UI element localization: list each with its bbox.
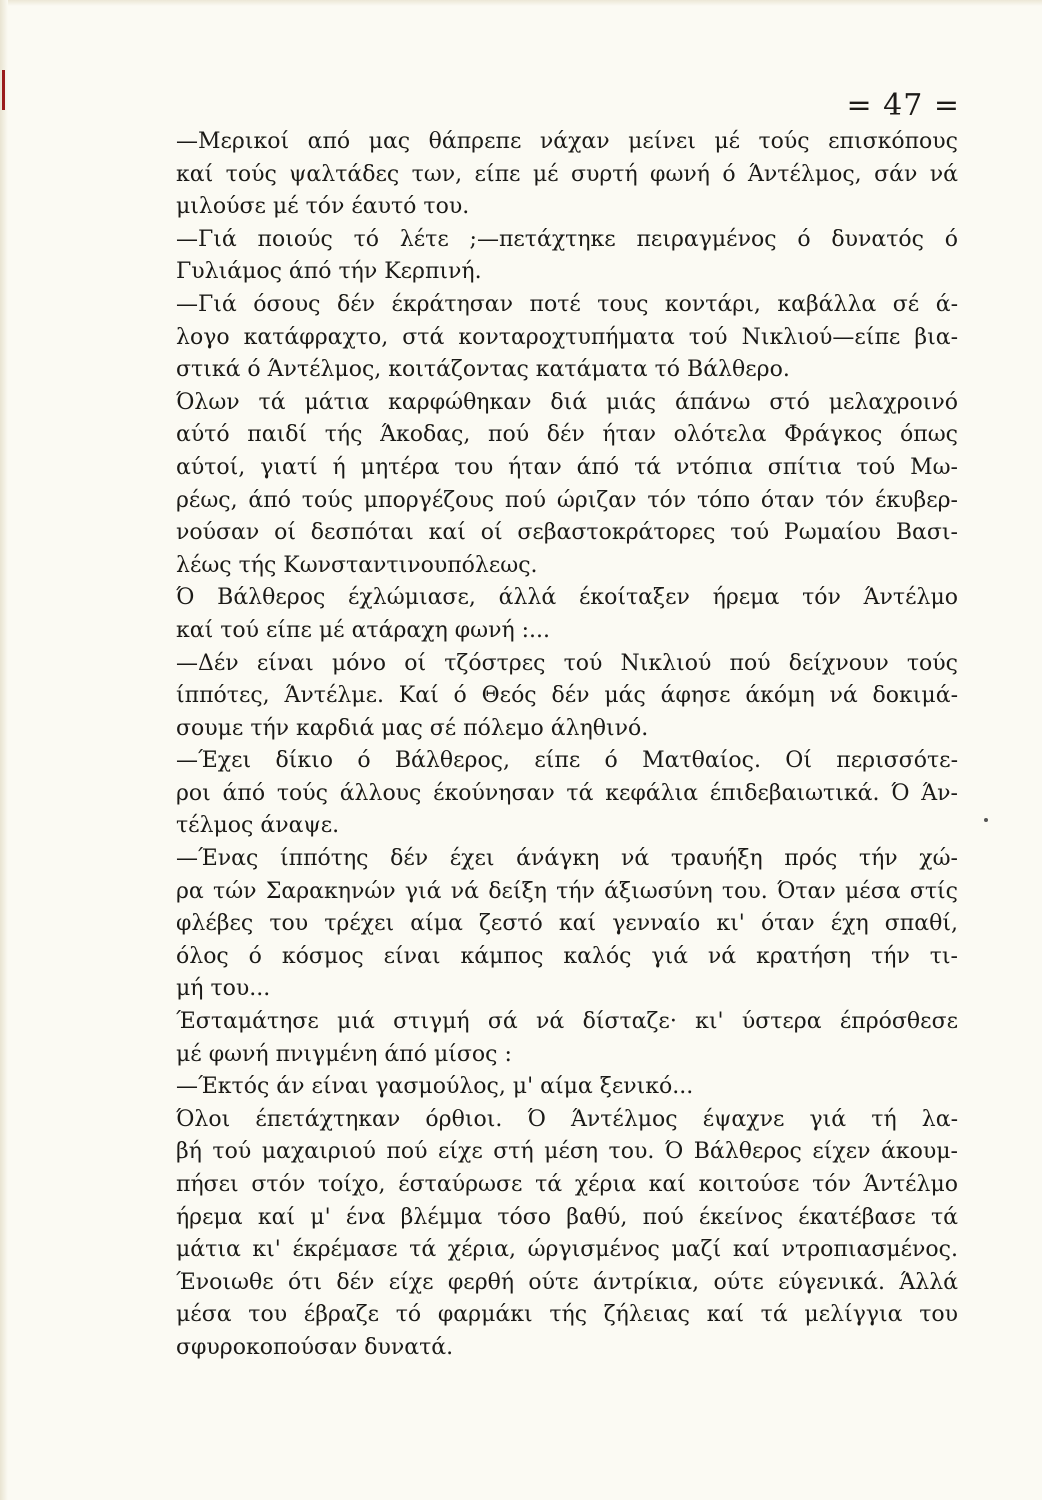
body-text [176, 126, 958, 1365]
text-line: καί τού είπε μέ ατάραχη φωνή :... [176, 617, 551, 643]
text-line: Όλοι έπετάχτηκαν όρθιοι. Ό Άντέλμος έψαχνε γιά τή λα- [176, 1106, 958, 1132]
text-line: λέως τής Κωνσταντινουπόλεως. [176, 552, 538, 578]
text-line: τέλμος άναψε. [176, 813, 340, 839]
text-line: αύτό παιδί τής Άκοδας, πού δέν ήταν ολότελα Φράγκος όπως [176, 422, 958, 448]
binding-thread-mark [2, 70, 5, 110]
ink-speck [984, 818, 988, 822]
text-line: νούσαν οί δεσπόται καί οί σεβαστοκράτορες τού Ρωμαίου Βασι- [176, 520, 958, 546]
text-line: ρα τών Σαρακηνών γιά νά δείξη τήν άξιωσύνη του. Όταν μέσα στίς [176, 878, 958, 904]
text-line: σφυροκοπούσαν δυνατά. [176, 1334, 454, 1360]
text-line: ήρεμα καί μ' ένα βλέμμα τόσο βαθύ, πού έκείνος έκατέβασε τά [176, 1204, 958, 1230]
text-line: μέ φωνή πνιγμένη άπό μίσος : [176, 1041, 512, 1067]
text-line: Ένοιωθε ότι δέν είχε φερθή ούτε άντρίκια, ούτε εύγενικά. Άλλά [176, 1269, 958, 1295]
text-line: μή του... [176, 976, 271, 1002]
text-line: ροι άπό τούς άλλους έκούνησαν τά κεφάλια έπιδεβαιωτικά. Ό Άν- [176, 780, 958, 806]
text-line: ίππότες, Άντέλμε. Καί ό Θεός δέν μάς άφησε άκόμη νά δοκιμά- [176, 683, 958, 709]
text-line: —Έχει δίκιο ό Βάλθερος, είπε ό Ματθαίος. Οί περισσότε- [176, 748, 958, 774]
text-line: καί τούς ψαλτάδες των, είπε μέ συρτή φωνή ό Άντέλμος, σάν νά [176, 161, 958, 187]
text-line: —Έκτός άν είναι γασμούλος, μ' αίμα ξενικό... [176, 1074, 694, 1100]
text-line: —Δέν είναι μόνο οί τζόστρες τού Νικλιού πού δείχνουν τούς [176, 650, 958, 676]
text-line: —Μερικοί από μας θάπρεπε νάχαν μείνει μέ τούς επισκόπους [176, 129, 958, 154]
text-line: αύτοί, γιατί ή μητέρα του ήταν άπό τά ντόπια σπίτια τού Μω- [176, 454, 958, 480]
text-line: —Γιά όσους δέν έκράτησαν ποτέ τους κοντάρι, καβάλλα σέ ά- [176, 291, 958, 317]
text-line: Όλων τά μάτια καρφώθηκαν διά μιάς άπάνω στό μελαχροινό [176, 389, 958, 415]
text-line: βή τού μαχαιριού πού είχε στή μέση του. Ό Βάλθερος είχεν άκουμ- [176, 1139, 958, 1165]
page-top-edge [0, 0, 1042, 6]
text-line: Έσταμάτησε μιά στιγμή σά νά δίσταζε· κι' ύστερα έπρόσθεσε [176, 1009, 958, 1035]
text-line: Γυλιάμος άπό τήν Κερπινή. [176, 259, 482, 285]
text-line: όλος ό κόσμος είναι κάμπος καλός γιά νά κρατήση τήν τι- [176, 943, 958, 969]
page-left-edge [0, 0, 8, 1500]
text-line: μέσα του έβραζε τό φαρμάκι τής ζήλειας καί τά μελίγγια του [176, 1302, 958, 1328]
text-line: πήσει στόν τοίχο, έσταύρωσε τά χέρια καί κοιτούσε τόν Άντέλμο [176, 1172, 958, 1197]
text-line: μιλούσε μέ τόν έαυτό του. [176, 194, 470, 220]
text-line: Ό Βάλθερος έχλώμιασε, άλλά έκοίταξεν ήρεμα τόν Άντέλμο [176, 585, 958, 611]
text-line: στικά ό Άντέλμος, κοιτάζοντας κατάματα τό Βάλθερο. [176, 357, 790, 383]
text-line: ρέως, άπό τούς μποργέζους πού ώριζαν τόν τόπο όταν τόν έκυβερ- [176, 487, 958, 513]
text-line: μάτια κι' έκρέμασε τά χέρια, ώργισμένος μαζί καί ντροπιασμένος. [176, 1237, 958, 1263]
text-line: σουμε τήν καρδιά μας σέ πόλεμο άληθινό. [176, 715, 649, 741]
text-line: φλέβες του τρέχει αίμα ζεστό καί γενναίο κι' όταν έχη σπαθί, [176, 911, 958, 937]
text-line: λογο κατάφραχτο, στά κονταροχτυπήματα τού Νικλιού—είπε βια- [176, 324, 958, 350]
text-line: —Γιά ποιούς τό λέτε ;—πετάχτηκε πειραγμένος ό δυνατός ό [176, 226, 958, 252]
text-line: —Ένας ίππότης δέν έχει άνάγκη νά τραυήξη πρός τήν χώ- [176, 846, 958, 872]
page-number: = 47 = [846, 88, 960, 123]
